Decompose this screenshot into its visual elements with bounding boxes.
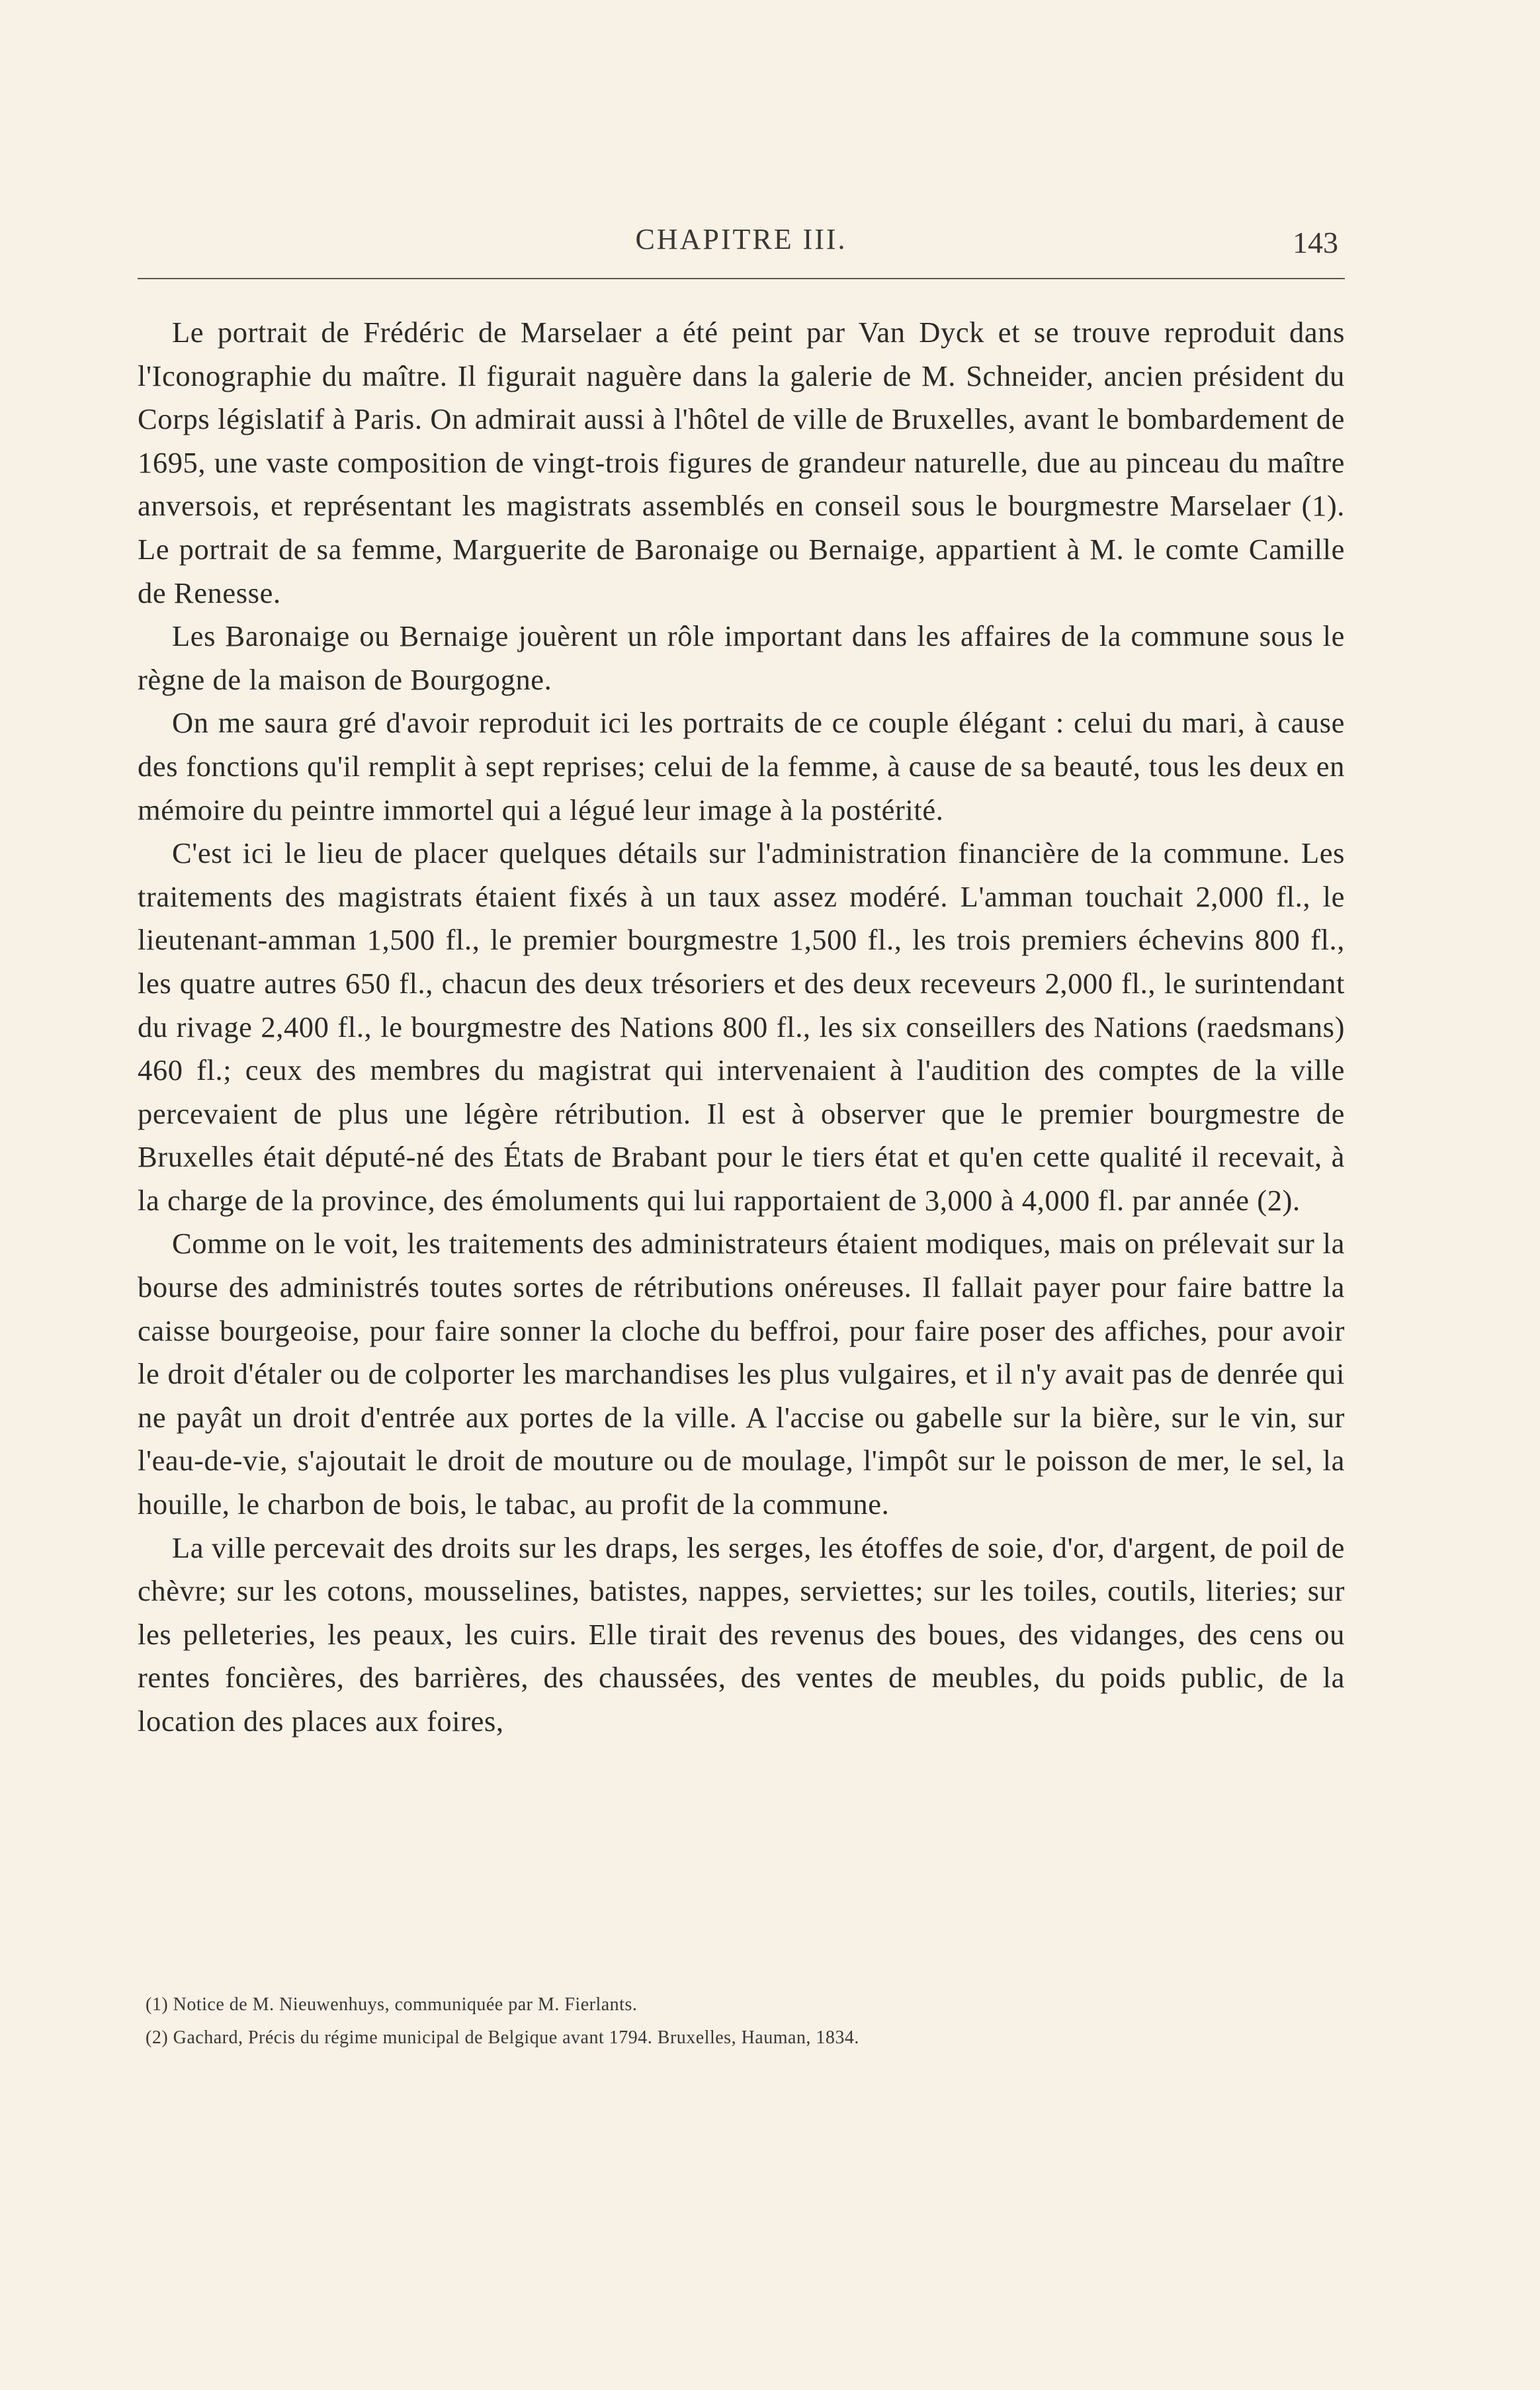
paragraph-baronaige: Les Baronaige ou Bernaige jouèrent un rôle important dans les affaires de la commune sous le règne de la maison de Bourgogne. [138,619,1345,696]
header-rule [138,278,1345,279]
footnote-2: (2) Gachard, Précis du régime municipal de Belgique avant 1794. Bruxelles, Hauman, 1834. [146,2027,859,2048]
paragraph-city-duties: La ville percevait des droits sur les draps, les serges, les étoffes de soie, d'or, d'argent, de poil de chèvre; sur les cotons, mousselines, batistes, nappes, serviettes; sur les toiles, coutils, literies; sur les pelleteries, les peaux, les cuirs. Elle tirait des revenus des boues, des vidanges, des cens ou rentes foncières, des barrières, des chaussées, des ventes de meubles, du poids public, de la location des places aux foires, [138,1530,1345,1738]
paragraph-financial-administration: C'est ici le lieu de placer quelques détails sur l'administration financière de la commune. Les traitements des magistrats étaient fixés à un taux assez modéré. L'amman touchait 2,000 fl., le lieutenant-amman 1,500 fl., le premier bourgmestre 1,500 fl., les trois premiers échevins 800 fl., les quatre autres 650 fl., chacun des deux trésoriers et des deux receveurs 2,000 fl., le surintendant du rivage 2,400 fl., le bourgmestre des Nations 800 fl., les six conseillers des Nations (raedsmans) 460 fl.; ceux des membres du magistrat qui intervenaient à l'audition des comptes de la ville percevaient de plus une légère rétribution. Il est à observer que le premier bourgmestre de Bruxelles était député-né des États de Brabant pour le tiers état et qu'en cette qualité il recevait, à la charge de la province, des émoluments qui lui rapportaient de 3,000 à 4,000 fl. par année (2). [138,836,1345,1217]
paragraph-portraits-reproduced: On me saura gré d'avoir reproduit ici les portraits de ce couple élégant : celui du mari, à cause des fonctions qu'il remplit à sept reprises; celui de la femme, à cause de sa beauté, tous les deux en mémoire du peintre immortel qui a légué leur image à la postérité. [138,706,1345,826]
body-text [138,311,1345,1744]
running-head [138,222,1345,275]
chapter-title: CHAPITRE III. [635,223,847,255]
book-page [138,0,1345,2390]
footnotes [138,1988,1345,2055]
footnote-1: (1) Notice de M. Nieuwenhuys, communiquée par M. Fierlants. [146,1994,638,2015]
paragraph-retributions: Comme on le voit, les traitements des administrateurs étaient modiques, mais on prélevait sur la bourse des administrés toutes sortes de rétributions onéreuses. Il fallait payer pour faire battre la caisse bourgeoise, pour faire sonner la cloche du beffroi, pour faire poser des affiches, pour avoir le droit d'étaler ou de colporter les marchandises les plus vulgaires, et il n'y avait pas de denrée qui ne payât un droit d'entrée aux portes de la ville. A l'accise ou gabelle sur la bière, sur le vin, sur l'eau-de-vie, s'ajoutait le droit de mouture ou de moulage, l'impôt sur le poisson de mer, le sel, la houille, le charbon de bois, le tabac, au profit de la commune. [138,1227,1345,1521]
paragraph-marselaer-portrait: Le portrait de Frédéric de Marselaer a été peint par Van Dyck et se trouve reproduit dans l'Iconographie du maître. Il figurait naguère dans la galerie de M. Schneider, ancien président du Corps législatif à Paris. On admirait aussi à l'hôtel de ville de Bruxelles, avant le bombardement de 1695, une vaste composition de vingt-trois figures de grandeur naturelle, due au pinceau du maître anversois, et représentant les magistrats assemblés en conseil sous le bourgmestre Marselaer (1). Le portrait de sa femme, Marguerite de Baronaige ou Bernaige, appartient à M. le comte Camille de Renesse. [138,316,1345,609]
page-number: 143 [1293,226,1338,259]
